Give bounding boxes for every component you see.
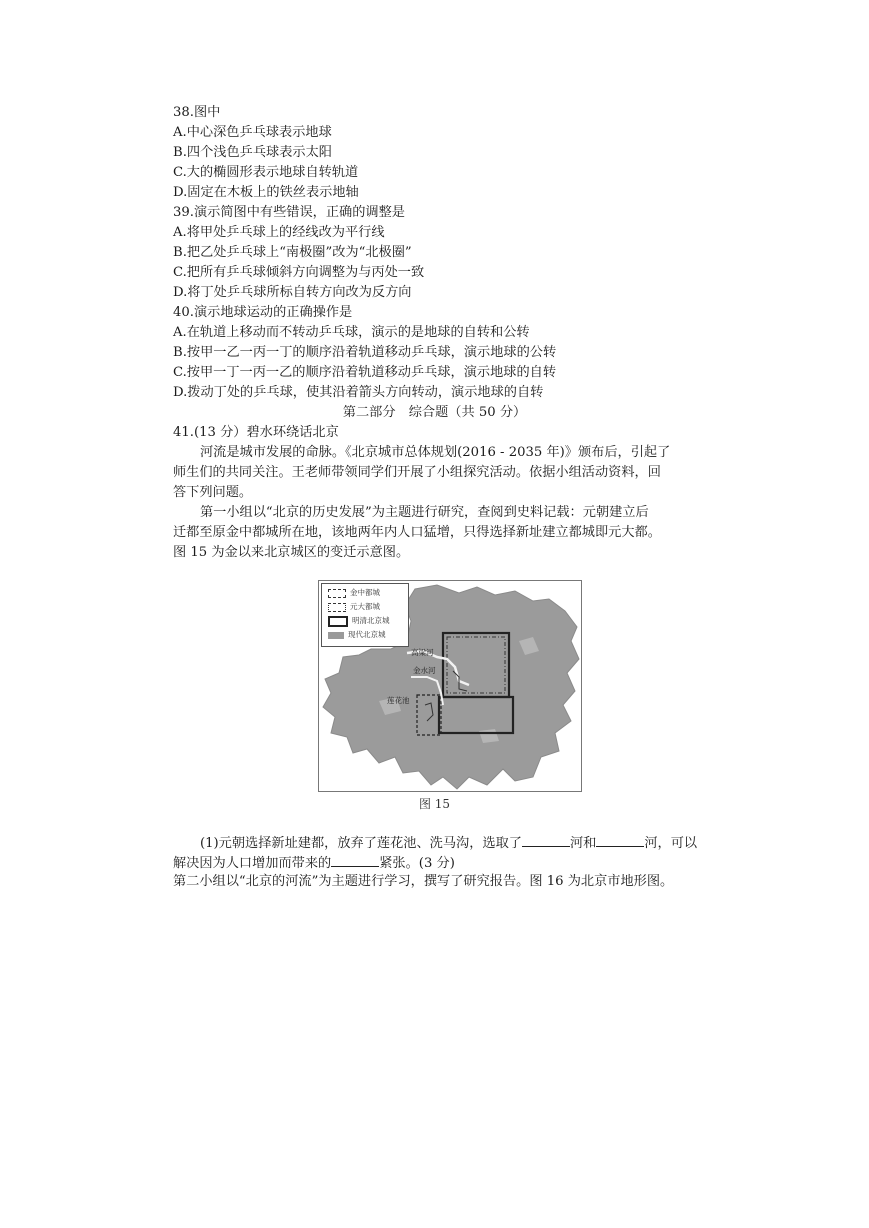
q41-para2-line2: 迁都至原金中都城所在地，该地两年内人口猛增，只得选择新址建立都城即元大都。 xyxy=(173,525,661,540)
answer-blank-river-2[interactable] xyxy=(596,832,644,847)
q41-para2-line1: 第一小组以“北京的历史发展”为主题进行研究，查阅到史料记载：元朝建立后 xyxy=(200,505,649,520)
q40-stem: 40.演示地球运动的正确操作是 xyxy=(173,305,353,320)
label-lianhua-pond: 莲花池 xyxy=(387,696,410,705)
q41-1-line1 xyxy=(200,832,697,854)
legend-jin-swatch xyxy=(328,589,346,598)
legend-jin xyxy=(328,587,380,599)
legend-yuan-label: 元大都城 xyxy=(350,602,380,611)
q41-1-line2 xyxy=(173,852,455,874)
q39-option-b: B.把乙处乒乓球上“南极圈”改为“北极圈” xyxy=(173,245,412,260)
q41-para1-line2: 师生们的共同关注。王老师带领同学们开展了小组探究活动。依据小组活动资料，回 xyxy=(173,465,661,480)
answer-blank-river-1[interactable] xyxy=(522,832,570,847)
q39-option-c: C.把所有乒乓球倾斜方向调整为与丙处一致 xyxy=(173,265,425,280)
q40-option-b: B.按甲一乙一丙一丁的顺序沿着轨道移动乒乓球，演示地球的公转 xyxy=(173,345,557,360)
q41-para2-line3: 图 15 为金以来北京城区的变迁示意图。 xyxy=(173,545,410,560)
q38-stem: 38.图中 xyxy=(173,105,221,120)
q39-option-a: A.将甲处乒乓球上的经线改为平行线 xyxy=(173,225,385,240)
answer-blank-shortage[interactable] xyxy=(331,852,379,867)
q40-option-d: D.拨动丁处的乒乓球，使其沿着箭头方向转动，演示地球的自转 xyxy=(173,385,544,400)
q41-1-text-d: 解决因为人口增加而带来的 xyxy=(173,856,332,871)
figure-15-map xyxy=(318,580,582,792)
figure-15-caption: 图 15 xyxy=(418,797,451,811)
q41-1-text-c: 河，可以 xyxy=(644,836,698,851)
q41-para1-line3: 答下列问题。 xyxy=(173,485,253,500)
map-legend xyxy=(321,583,409,647)
legend-jin-label: 金中都城 xyxy=(350,588,380,597)
label-gaoliang-river: 高梁河 xyxy=(411,648,434,657)
q38-option-b: B.四个浅色乒乓球表示太阳 xyxy=(173,145,332,160)
part2-heading: 第二部分 综合题（共 50 分） xyxy=(342,405,527,420)
q38-option-c: C.大的椭圆形表示地球自转轨道 xyxy=(173,165,359,180)
legend-ming xyxy=(328,615,390,627)
legend-modern-swatch xyxy=(328,632,344,639)
legend-yuan xyxy=(328,601,380,613)
q41-1-text-a: (1)元朝选择新址建都，放弃了莲花池、洗马沟，选取了 xyxy=(200,836,522,851)
legend-modern xyxy=(328,629,386,641)
q38-option-a: A.中心深色乒乓球表示地球 xyxy=(173,125,332,140)
q38-option-d: D.固定在木板上的铁丝表示地轴 xyxy=(173,185,359,200)
legend-ming-label: 明清北京城 xyxy=(352,616,390,625)
q41-title: 41.(13 分）碧水环绕话北京 xyxy=(173,425,339,440)
group2-intro: 第二小组以“北京的河流”为主题进行学习，撰写了研究报告。图 16 为北京市地形图。 xyxy=(173,874,674,889)
q41-para1-line1: 河流是城市发展的命脉。《北京城市总体规划(2016 - 2035 年)》颁布后，引起了 xyxy=(200,445,671,460)
q39-option-d: D.将丁处乒乓球所标自转方向改为反方向 xyxy=(173,285,412,300)
q40-option-c: C.按甲一丁一丙一乙的顺序沿着轨道移动乒乓球，演示地球的自转 xyxy=(173,365,557,380)
legend-ming-swatch xyxy=(328,616,348,627)
label-jinshui-river: 金水河 xyxy=(413,666,436,675)
q40-option-a: A.在轨道上移动而不转动乒乓球，演示的是地球的自转和公转 xyxy=(173,325,530,340)
q39-stem: 39.演示简图中有些错误，正确的调整是 xyxy=(173,205,405,220)
legend-modern-label: 现代北京城 xyxy=(348,630,386,639)
q41-1-text-e: 紧张。(3 分) xyxy=(379,856,455,871)
q41-1-text-b: 河和 xyxy=(570,836,597,851)
legend-yuan-swatch xyxy=(328,603,346,612)
